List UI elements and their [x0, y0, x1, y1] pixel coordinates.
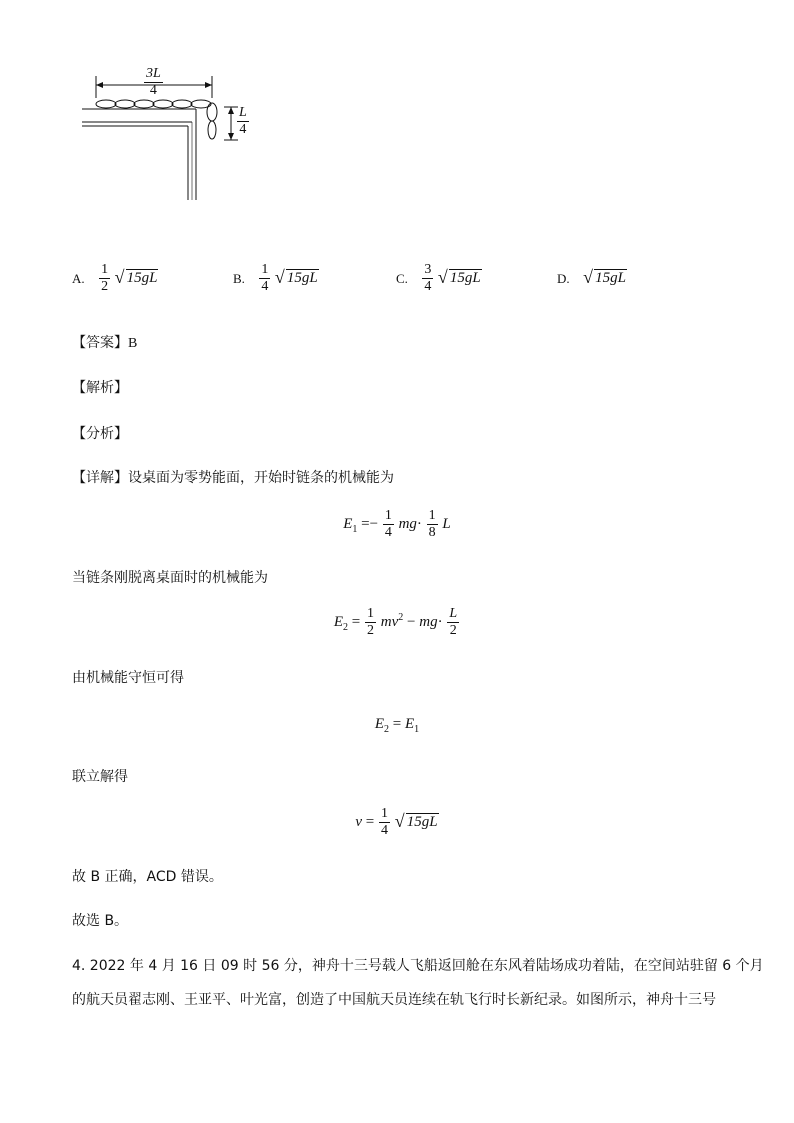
eq3-lhs-sub: 2	[384, 724, 390, 735]
side-arrow-top-icon	[228, 107, 234, 114]
eq1-f1-den: 4	[384, 525, 392, 540]
option-d	[557, 267, 627, 287]
detail-tag: 【详解】	[72, 470, 128, 486]
eq1-sign: −	[369, 515, 379, 532]
option-d-sqrt	[583, 267, 627, 287]
top-label-num: 3L	[146, 66, 161, 81]
eq2-minus: −	[407, 613, 416, 630]
text-5: 故 B 正确，ACD 错误。	[72, 869, 223, 885]
option-a-label: A.	[72, 270, 85, 286]
eq3-rhs: E	[404, 716, 415, 732]
option-d-radicand: 15gL	[595, 270, 626, 286]
option-b-radicand: 15gL	[286, 270, 318, 286]
eq3-rhs-sub: 1	[414, 724, 420, 735]
radical-icon: √	[583, 267, 594, 287]
eq2-lhs: E	[333, 613, 344, 630]
question-4-line-1: 4. 2022 年 4 月 16 日 09 时 56 分，神舟十三号载人飞船返回舱在东风着陆场成功着陆，在空间站驻留 6 个月	[72, 958, 764, 974]
option-a-radicand: 15gL	[126, 270, 158, 286]
equation-e1	[0, 508, 794, 541]
equation-e2	[0, 606, 794, 639]
top-label-den: 4	[144, 82, 163, 99]
radical-icon: √	[114, 267, 125, 287]
equation-v	[0, 806, 794, 839]
radical-icon: √	[274, 267, 285, 287]
option-c-den: 4	[424, 279, 432, 294]
eq3-lhs: E	[374, 716, 385, 732]
eq1-f2-num: 1	[428, 508, 436, 523]
option-a	[72, 262, 158, 295]
eq4-f-num: 1	[381, 806, 389, 821]
side-label-num: L	[239, 105, 247, 120]
eq3-eq: =	[392, 716, 402, 732]
eq1-dot: ·	[416, 515, 422, 532]
answer-value: B	[128, 336, 138, 351]
option-b	[233, 262, 319, 295]
eq1-f1-num: 1	[384, 508, 392, 523]
eq1-lhs-sub: 1	[352, 523, 358, 535]
equation-e3	[0, 716, 794, 735]
option-b-num: 1	[261, 262, 269, 277]
detail-text: 设桌面为零势能面，开始时链条的机械能为	[128, 470, 394, 486]
eq2-mid: mg	[419, 613, 438, 630]
eq2-f1-den: 2	[367, 623, 375, 638]
eq1-mid: mg	[398, 515, 417, 532]
option-b-den: 4	[261, 279, 269, 294]
option-c	[396, 262, 482, 295]
answer-line	[72, 332, 137, 352]
chain-links-hanging	[207, 103, 217, 139]
top-arrow-left-icon	[96, 82, 103, 88]
eq1-lhs: E	[343, 515, 353, 532]
option-a-sqrt	[114, 267, 159, 287]
top-arrow-right-icon	[205, 82, 212, 88]
option-c-num: 3	[424, 262, 432, 277]
question-4-line-2: 的航天员翟志刚、王亚平、叶光富，创造了中国航天员连续在轨飞行时长新纪录。如图所示，神舟十三号	[72, 992, 716, 1008]
side-dimension-label	[236, 105, 250, 138]
eq4-radicand: 15gL	[406, 814, 438, 830]
side-arrow-bottom-icon	[228, 133, 234, 140]
option-a-num: 1	[101, 262, 109, 277]
top-dimension-label	[143, 66, 164, 99]
eq1-tail: L	[442, 515, 451, 532]
text-6: 故选 B。	[72, 913, 129, 929]
eq2-term1: mv	[380, 613, 399, 630]
chain-links-horizontal	[96, 100, 211, 108]
eq4-f-den: 4	[381, 823, 389, 838]
option-c-radicand: 15gL	[449, 270, 481, 286]
eq2-f1-num: 1	[367, 606, 375, 621]
radical-icon: √	[437, 267, 448, 287]
text-3: 由机械能守恒可得	[72, 670, 184, 686]
eq4-sqrt	[394, 811, 439, 831]
detail-line	[72, 467, 394, 487]
eq4-eq: =	[365, 813, 375, 830]
radical-icon: √	[394, 811, 405, 831]
option-b-label: B.	[233, 270, 245, 286]
eq2-f2-den: 2	[447, 622, 459, 639]
analysis-heading: 【解析】	[72, 380, 128, 396]
option-d-label: D.	[557, 270, 570, 286]
side-label-den: 4	[237, 121, 249, 138]
eq2-lhs-sub: 2	[343, 621, 349, 633]
eq1-f2-den: 8	[428, 525, 436, 540]
eq2-eq: =	[351, 613, 361, 630]
option-c-sqrt	[437, 267, 482, 287]
eq2-dot: ·	[437, 613, 443, 630]
answer-tag: 【答案】	[72, 335, 128, 351]
eq2-f2-num: L	[449, 606, 458, 621]
option-a-den: 2	[101, 279, 109, 294]
eq4-lhs: v	[355, 813, 363, 830]
option-b-sqrt	[274, 267, 319, 287]
chain-table-figure	[78, 64, 258, 206]
text-4: 联立解得	[72, 769, 128, 785]
eq1-eq: =	[361, 515, 370, 532]
fenxi-heading: 【分析】	[72, 426, 128, 442]
text-2: 当链条刚脱离桌面时的机械能为	[72, 570, 268, 586]
eq2-term1-sup: 2	[398, 611, 404, 623]
option-c-label: C.	[396, 270, 408, 286]
